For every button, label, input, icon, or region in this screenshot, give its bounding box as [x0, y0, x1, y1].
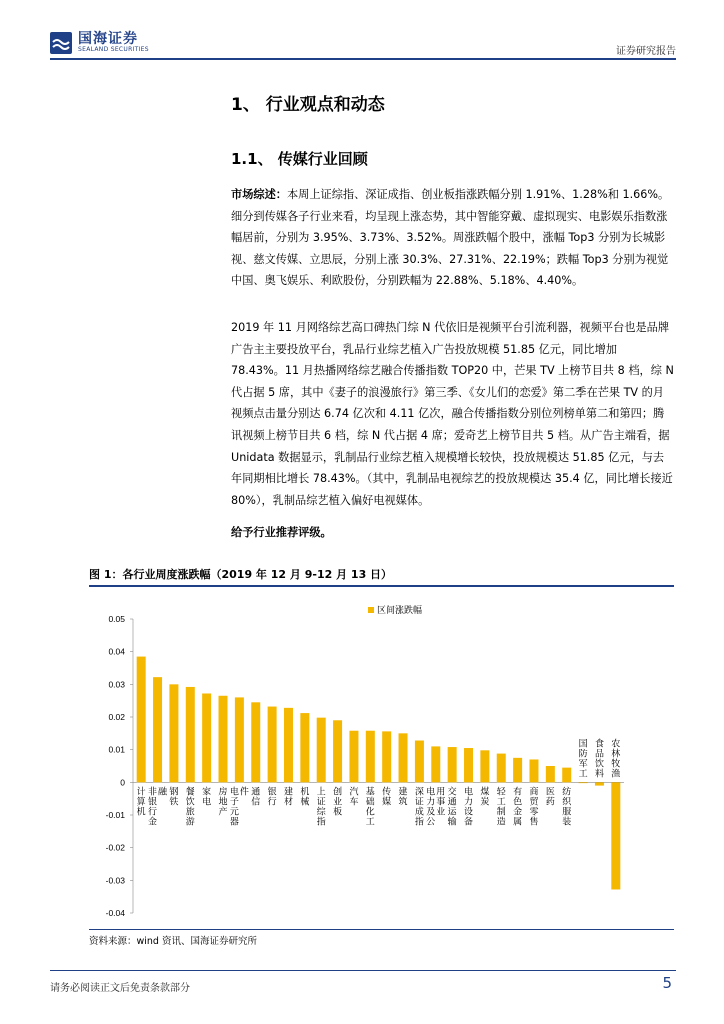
x-category-label: 房地产 [218, 786, 228, 817]
bar [464, 748, 473, 782]
figure-source: 资料来源：wind 资讯、国海证券研究所 [89, 936, 257, 947]
figure-bottom-rule [89, 929, 674, 930]
x-category-label: 创业板 [333, 786, 343, 817]
bar [153, 677, 162, 782]
x-category-label: 深证成指 [414, 786, 424, 827]
x-category-label: 基础化工 [365, 786, 375, 827]
bar [448, 747, 457, 782]
bar [219, 696, 228, 783]
bar [415, 741, 424, 783]
bar [366, 731, 375, 783]
y-tick-label: 0 [120, 777, 125, 788]
y-tick-label: 0.04 [108, 646, 125, 657]
bar [349, 731, 358, 783]
market-summary-lead: 市场综述： [231, 188, 287, 201]
x-category-label: 纺织服装 [562, 786, 572, 827]
header-divider [50, 58, 676, 60]
y-tick-label: 0.02 [108, 712, 125, 722]
industry-weekly-change-chart [89, 588, 634, 928]
bar [579, 782, 588, 783]
x-category-label: 国防军工 [578, 738, 588, 779]
x-category-label: 医药 [545, 786, 555, 807]
y-tick-label: 0.01 [108, 744, 125, 755]
x-category-label: 建材 [283, 786, 293, 807]
y-tick-label: -0.04 [105, 908, 125, 918]
x-category-label: 电子元器件 [229, 786, 249, 827]
bar [300, 713, 309, 782]
x-category-label: 餐饮旅游 [185, 786, 195, 827]
figure-title: 图 1：各行业周度涨跌幅（2019 年 12 月 9-12 月 13 日） [89, 568, 393, 581]
bar [235, 697, 244, 782]
y-tick-label: -0.03 [105, 875, 125, 886]
bar [480, 750, 489, 782]
bar [529, 759, 538, 782]
bar [268, 707, 277, 783]
x-category-label: 银行 [267, 786, 277, 807]
footer-disclaimer: 请务必阅读正文后免责条款部分 [50, 983, 190, 994]
section-heading: 1、 行业观点和动态 [231, 95, 385, 115]
bar [382, 731, 391, 782]
bar [611, 782, 620, 889]
x-category-label: 食品饮料 [594, 738, 604, 779]
y-tick-label: 0.05 [108, 614, 125, 624]
x-category-label: 家电 [202, 786, 212, 807]
bar [399, 733, 408, 782]
rating-paragraph: 给予行业推荐评级。 [231, 526, 332, 539]
y-tick-label: -0.02 [105, 842, 125, 853]
bar [546, 766, 555, 782]
x-category-label: 通信 [251, 786, 261, 807]
bar [317, 718, 326, 783]
report-type-label: 证券研究报告 [616, 46, 676, 57]
x-category-label: 农林牧渔 [611, 738, 621, 779]
x-category-label: 电力设备 [464, 786, 474, 827]
y-tick-label: 0.03 [108, 679, 125, 690]
bar [431, 746, 440, 782]
logo-cn-text: 国海证券 [78, 31, 138, 47]
legend-label: 区间涨跌幅 [377, 605, 423, 615]
subsection-heading: 1.1、 传媒行业回顾 [231, 150, 368, 168]
x-category-label: 上证综指 [316, 786, 326, 827]
x-category-label: 钢铁 [169, 786, 179, 807]
footer-divider [50, 970, 676, 971]
x-category-label: 建筑 [398, 786, 408, 807]
bar [169, 684, 178, 782]
bar [251, 702, 260, 782]
bar [186, 687, 195, 782]
company-logo [50, 32, 149, 54]
bar [137, 657, 146, 783]
variety-show-paragraph: 2019 年 11 月网络综艺高口碑热门综 N 代依旧是视频平台引流利器，视频平台也是品牌广告主主要投放平台，乳品行业综艺植入广告投放规模 51.85 亿元，同比增加 78.43%。11 月热播网络综艺融合传播指数 TOP20 中，芒果 TV 上榜节目共 8 档，综 N 代占据 5 席，其中《妻子的浪漫旅行》第三季、《女儿们的恋爱》第二季在芒果 TV 的月视频点击量分别达 6.74 亿次和 4.11 亿次，融合传播指数分别位列榜单第二和第四；腾讯视频上榜节目共 6 档，综 N 代占据 4 席；爱奇艺上榜节目共 5 档。从广告主端看，据 Unidata 数据显示，乳制品行业综艺植入规模增长较快，投放规模达 51.85 亿元，与去年同期相比增长 78.43%。（其中，乳制品电视综艺的投放规模达 35.4 亿，同比增长接近 80%），乳制品综艺植入偏好电视媒体。 [231, 321, 674, 507]
bar [497, 754, 506, 783]
bar [333, 720, 342, 782]
bar [562, 768, 571, 783]
x-category-label: 传媒 [382, 786, 392, 807]
bar [284, 708, 293, 782]
sealand-logo-icon [50, 32, 72, 54]
x-category-label: 煤炭 [480, 786, 490, 807]
bar [595, 782, 604, 785]
x-category-label: 计算机 [136, 786, 146, 817]
bar [513, 758, 522, 783]
market-summary-text: 本周上证综指、深证成指、创业板指涨跌幅分别 1.91%、1.28%和 1.66%。细分到传媒各子行业来看，均呈现上涨态势，其中智能穿戴、虚拟现实、电影娱乐指数涨幅居前，分别为 3.95%、3.73%、3.52%。周涨跌幅个股中，涨幅 Top3 分别为长城影视、慈文传媒、立思辰，分别上涨 30.3%、27.31%、22.19%；跌幅 Top3 分别为视觉中国、奥飞娱乐、利欧股份，分别跌幅为 22.88%、5.18%、4.40%。 [231, 188, 670, 288]
bar [202, 693, 211, 782]
x-category-label: 非银行金融 [148, 786, 168, 827]
x-category-label: 机械 [300, 786, 310, 807]
x-category-label: 汽车 [349, 786, 359, 807]
x-category-label: 有色金属 [513, 786, 523, 827]
figure-top-rule [89, 585, 674, 587]
x-category-label: 电力及公用事业 [426, 786, 446, 827]
market-summary-paragraph [231, 184, 674, 292]
x-category-label: 交通运输 [447, 786, 457, 827]
legend-swatch [368, 607, 374, 613]
x-category-label: 商贸零售 [529, 786, 539, 827]
y-tick-label: -0.01 [105, 810, 125, 820]
page-number: 5 [662, 974, 672, 992]
x-category-label: 轻工制造 [496, 786, 506, 827]
logo-en-text: SEALAND SECURITIES [78, 46, 149, 53]
